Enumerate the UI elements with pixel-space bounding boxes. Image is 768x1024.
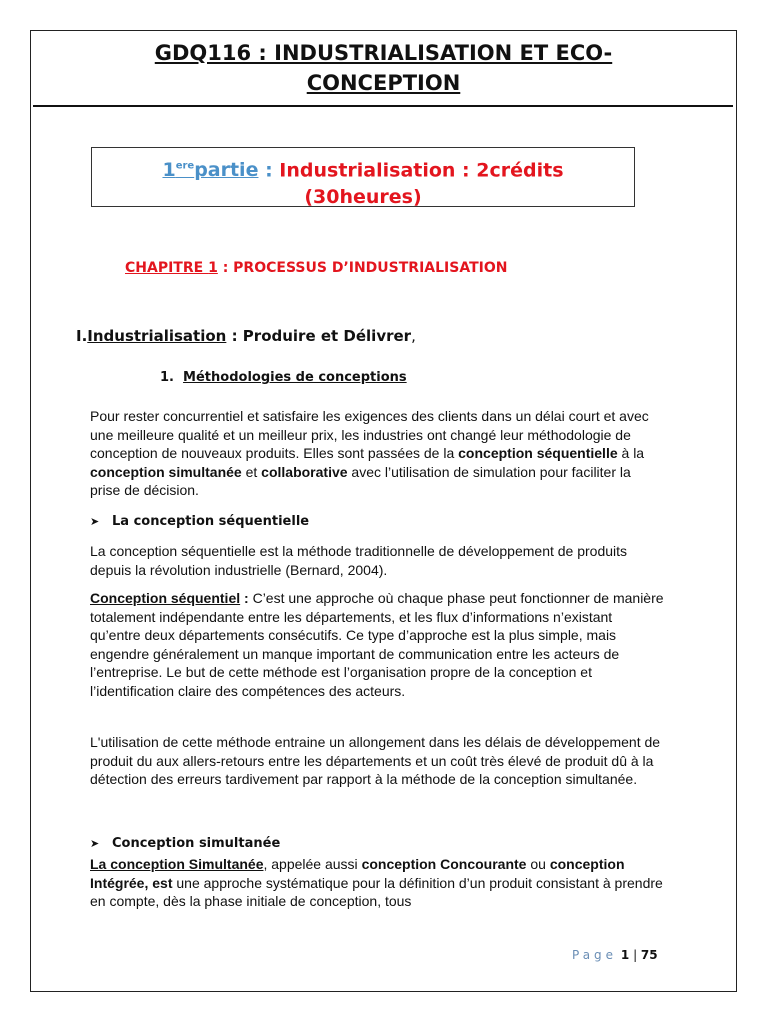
chapter-label: CHAPITRE [125,260,209,276]
sequential-paragraph: Conception séquentiel : C’est une approche où chaque phase peut fonctionner de manière totalement indépendante entre les départements, et les flux d’informations n’existant qu’entre deux départements consécutifs. Ce type d’approche est la plus simple, mais engendre généralement un manque important de communication entre les acteurs de l’entreprise. Le but de cette méthode est l’organisation propre de la conception et l’identification claire des compétences des acteurs. [90,590,664,699]
section-comma: , [411,327,416,345]
page-total: 75 [640,948,658,962]
part-colon: : [258,159,280,182]
document-title-line-1: GDQ116 : INDUSTRIALISATION ET ECO- [154,41,613,65]
part-title: Industrialisation : 2crédits [279,159,564,182]
page-separator: | [629,948,641,962]
intro-paragraph: Pour rester concurrentiel et satisfaire les exigences des clients dans un délai court et avec une meilleure qualité et un meilleur prix, les industries ont changé leur méthodologie de conception de nouveaux produits. Elles sont passées de la conception séquentielle à la conception simultanée et collaborative avec l’utilisation de simulation pour faciliter la prise de décision. [90,408,649,499]
section-number: I. [76,327,88,345]
simultaneous-paragraph: La conception Simultanée, appelée aussi conception Concourante ou conception Intégrée, est une approche systématique pour la définition d’un produit consistant à prendre en compte, dès la phase initiale de conception, tous [90,856,663,910]
part-box-line-1 [92,153,634,184]
part-number: 1erepartie [162,159,259,182]
document-title-line-2: CONCEPTION [306,71,461,95]
arrow-bullet-icon: ➤ [90,837,100,850]
sequential-paragraph-2: L'utilisation de cette méthode entraine un allongement dans les délais de développement de produit du aux allers-retours entre les départements et un coût très élevé de produit dû à la détection des erreurs tardivement par rapport à la méthode de la conception simultanée. [90,734,661,788]
bullet-simultaneous [90,836,280,851]
title-divider [33,105,733,107]
part-box-line-2: (30heures) [304,186,422,209]
bullet-sequential-label: La conception séquentielle [112,514,310,529]
section-subtitle: : Produire et Délivrer [226,327,412,345]
page-label: Page [572,948,618,962]
section-heading [76,327,416,345]
subsection-title: Méthodologies de conceptions [183,370,407,385]
page-current: 1 [620,948,630,962]
page-footer [572,948,658,962]
sequential-definition: La conception séquentielle est la méthode traditionnelle de développement de produits depuis la révolution industrielle (Bernard, 2004). [90,543,628,578]
chapter-heading [125,260,507,276]
bullet-simultaneous-label: Conception simultanée [112,836,281,851]
arrow-bullet-icon: ➤ [90,515,100,528]
section-title: Industrialisation [87,327,227,345]
subsection-heading [160,370,407,385]
chapter-title: : PROCESSUS D’INDUSTRIALISATION [217,260,508,276]
part-box [91,147,635,207]
subsection-number: 1. [160,370,174,385]
chapter-number: 1 [208,260,218,276]
bullet-sequential [90,514,309,529]
